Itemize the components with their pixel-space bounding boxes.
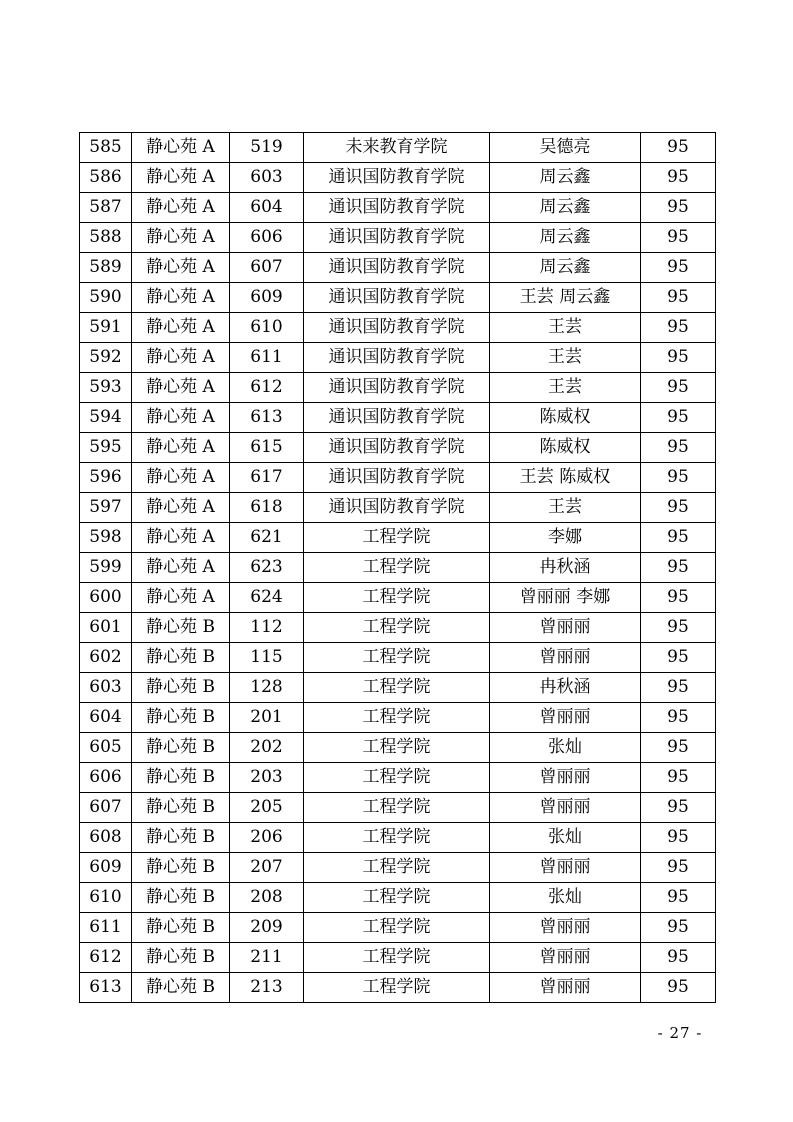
college-cell: 工程学院 — [304, 883, 490, 913]
table-row — [80, 823, 716, 853]
score-cell: 95 — [641, 763, 716, 793]
building-cell: 静心苑 A — [132, 553, 230, 583]
teacher-cell: 曾丽丽 — [490, 763, 641, 793]
college-cell: 工程学院 — [304, 973, 490, 1003]
room-cell: 606 — [230, 223, 304, 253]
score-cell: 95 — [641, 163, 716, 193]
score-cell: 95 — [641, 403, 716, 433]
room-cell: 519 — [230, 133, 304, 163]
table-row — [80, 313, 716, 343]
teacher-cell: 王芸 — [490, 493, 641, 523]
college-cell: 工程学院 — [304, 613, 490, 643]
college-cell: 工程学院 — [304, 703, 490, 733]
room-cell: 607 — [230, 253, 304, 283]
table-row — [80, 553, 716, 583]
room-cell: 207 — [230, 853, 304, 883]
table-row — [80, 583, 716, 613]
college-cell: 通识国防教育学院 — [304, 223, 490, 253]
row-number-cell: 605 — [80, 733, 132, 763]
college-cell: 通识国防教育学院 — [304, 433, 490, 463]
table-row — [80, 943, 716, 973]
room-cell: 203 — [230, 763, 304, 793]
score-cell: 95 — [641, 283, 716, 313]
table-row — [80, 373, 716, 403]
room-cell: 621 — [230, 523, 304, 553]
college-cell: 通识国防教育学院 — [304, 163, 490, 193]
teacher-cell: 周云鑫 — [490, 163, 641, 193]
room-cell: 624 — [230, 583, 304, 613]
table-row — [80, 163, 716, 193]
room-cell: 613 — [230, 403, 304, 433]
room-cell: 128 — [230, 673, 304, 703]
row-number-cell: 585 — [80, 133, 132, 163]
row-number-cell: 612 — [80, 943, 132, 973]
building-cell: 静心苑 A — [132, 463, 230, 493]
room-cell: 609 — [230, 283, 304, 313]
teacher-cell: 王芸 — [490, 373, 641, 403]
row-number-cell: 613 — [80, 973, 132, 1003]
building-cell: 静心苑 A — [132, 223, 230, 253]
college-cell: 通识国防教育学院 — [304, 463, 490, 493]
college-cell: 工程学院 — [304, 523, 490, 553]
row-number-cell: 601 — [80, 613, 132, 643]
room-cell: 617 — [230, 463, 304, 493]
building-cell: 静心苑 A — [132, 343, 230, 373]
teacher-cell: 王芸 — [490, 313, 641, 343]
row-number-cell: 599 — [80, 553, 132, 583]
building-cell: 静心苑 A — [132, 373, 230, 403]
row-number-cell: 600 — [80, 583, 132, 613]
building-cell: 静心苑 A — [132, 493, 230, 523]
teacher-cell: 吴德亮 — [490, 133, 641, 163]
table-row — [80, 343, 716, 373]
building-cell: 静心苑 A — [132, 193, 230, 223]
building-cell: 静心苑 B — [132, 823, 230, 853]
score-cell: 95 — [641, 133, 716, 163]
building-cell: 静心苑 A — [132, 283, 230, 313]
score-cell: 95 — [641, 373, 716, 403]
table-row — [80, 763, 716, 793]
teacher-cell: 曾丽丽 — [490, 793, 641, 823]
row-number-cell: 591 — [80, 313, 132, 343]
row-number-cell: 587 — [80, 193, 132, 223]
score-cell: 95 — [641, 523, 716, 553]
room-cell: 618 — [230, 493, 304, 523]
teacher-cell: 陈威权 — [490, 433, 641, 463]
table-row — [80, 643, 716, 673]
row-number-cell: 596 — [80, 463, 132, 493]
row-number-cell: 597 — [80, 493, 132, 523]
row-number-cell: 592 — [80, 343, 132, 373]
college-cell: 未来教育学院 — [304, 133, 490, 163]
building-cell: 静心苑 A — [132, 313, 230, 343]
table-row — [80, 463, 716, 493]
row-number-cell: 608 — [80, 823, 132, 853]
table-row — [80, 673, 716, 703]
room-cell: 603 — [230, 163, 304, 193]
room-cell: 612 — [230, 373, 304, 403]
college-cell: 通识国防教育学院 — [304, 373, 490, 403]
score-cell: 95 — [641, 313, 716, 343]
teacher-cell: 冉秋涵 — [490, 553, 641, 583]
teacher-cell: 曾丽丽 — [490, 943, 641, 973]
score-cell: 95 — [641, 583, 716, 613]
score-cell: 95 — [641, 253, 716, 283]
score-cell: 95 — [641, 463, 716, 493]
room-cell: 208 — [230, 883, 304, 913]
table-row — [80, 793, 716, 823]
row-number-cell: 602 — [80, 643, 132, 673]
score-cell: 95 — [641, 643, 716, 673]
building-cell: 静心苑 A — [132, 253, 230, 283]
room-cell: 610 — [230, 313, 304, 343]
teacher-cell: 张灿 — [490, 823, 641, 853]
building-cell: 静心苑 A — [132, 433, 230, 463]
building-cell: 静心苑 B — [132, 643, 230, 673]
college-cell: 通识国防教育学院 — [304, 343, 490, 373]
dormitory-score-table — [79, 132, 716, 1003]
score-cell: 95 — [641, 913, 716, 943]
score-cell: 95 — [641, 823, 716, 853]
room-cell: 206 — [230, 823, 304, 853]
score-cell: 95 — [641, 673, 716, 703]
table-row — [80, 523, 716, 553]
table-row — [80, 913, 716, 943]
building-cell: 静心苑 B — [132, 853, 230, 883]
table-row — [80, 703, 716, 733]
room-cell: 112 — [230, 613, 304, 643]
row-number-cell: 593 — [80, 373, 132, 403]
room-cell: 201 — [230, 703, 304, 733]
teacher-cell: 王芸 陈威权 — [490, 463, 641, 493]
table-row — [80, 613, 716, 643]
college-cell: 通识国防教育学院 — [304, 493, 490, 523]
college-cell: 通识国防教育学院 — [304, 403, 490, 433]
teacher-cell: 曾丽丽 — [490, 913, 641, 943]
room-cell: 205 — [230, 793, 304, 823]
building-cell: 静心苑 B — [132, 913, 230, 943]
building-cell: 静心苑 B — [132, 883, 230, 913]
teacher-cell: 周云鑫 — [490, 223, 641, 253]
teacher-cell: 张灿 — [490, 883, 641, 913]
teacher-cell: 王芸 — [490, 343, 641, 373]
table-row — [80, 883, 716, 913]
score-cell: 95 — [641, 943, 716, 973]
building-cell: 静心苑 A — [132, 523, 230, 553]
score-cell: 95 — [641, 493, 716, 523]
building-cell: 静心苑 B — [132, 763, 230, 793]
row-number-cell: 610 — [80, 883, 132, 913]
college-cell: 工程学院 — [304, 823, 490, 853]
score-cell: 95 — [641, 703, 716, 733]
college-cell: 通识国防教育学院 — [304, 193, 490, 223]
room-cell: 209 — [230, 913, 304, 943]
table-row — [80, 853, 716, 883]
teacher-cell: 曾丽丽 — [490, 973, 641, 1003]
teacher-cell: 张灿 — [490, 733, 641, 763]
building-cell: 静心苑 B — [132, 733, 230, 763]
college-cell: 工程学院 — [304, 853, 490, 883]
score-cell: 95 — [641, 733, 716, 763]
score-cell: 95 — [641, 793, 716, 823]
score-cell: 95 — [641, 343, 716, 373]
teacher-cell: 曾丽丽 — [490, 853, 641, 883]
college-cell: 通识国防教育学院 — [304, 283, 490, 313]
college-cell: 工程学院 — [304, 913, 490, 943]
table-row — [80, 193, 716, 223]
college-cell: 工程学院 — [304, 733, 490, 763]
room-cell: 211 — [230, 943, 304, 973]
room-cell: 615 — [230, 433, 304, 463]
college-cell: 工程学院 — [304, 943, 490, 973]
building-cell: 静心苑 B — [132, 943, 230, 973]
row-number-cell: 607 — [80, 793, 132, 823]
room-cell: 213 — [230, 973, 304, 1003]
college-cell: 工程学院 — [304, 763, 490, 793]
score-cell: 95 — [641, 853, 716, 883]
row-number-cell: 606 — [80, 763, 132, 793]
building-cell: 静心苑 A — [132, 583, 230, 613]
table-body — [80, 133, 716, 1003]
college-cell: 通识国防教育学院 — [304, 253, 490, 283]
row-number-cell: 586 — [80, 163, 132, 193]
row-number-cell: 594 — [80, 403, 132, 433]
room-cell: 202 — [230, 733, 304, 763]
table-row — [80, 973, 716, 1003]
college-cell: 工程学院 — [304, 583, 490, 613]
row-number-cell: 589 — [80, 253, 132, 283]
building-cell: 静心苑 B — [132, 673, 230, 703]
building-cell: 静心苑 B — [132, 973, 230, 1003]
row-number-cell: 595 — [80, 433, 132, 463]
table-row — [80, 433, 716, 463]
room-cell: 604 — [230, 193, 304, 223]
teacher-cell: 陈威权 — [490, 403, 641, 433]
score-cell: 95 — [641, 613, 716, 643]
table-row — [80, 733, 716, 763]
table-row — [80, 403, 716, 433]
teacher-cell: 周云鑫 — [490, 253, 641, 283]
page-number: - 27 - — [657, 1024, 703, 1042]
room-cell: 611 — [230, 343, 304, 373]
score-cell: 95 — [641, 883, 716, 913]
building-cell: 静心苑 B — [132, 793, 230, 823]
building-cell: 静心苑 A — [132, 163, 230, 193]
building-cell: 静心苑 A — [132, 403, 230, 433]
score-cell: 95 — [641, 223, 716, 253]
teacher-cell: 李娜 — [490, 523, 641, 553]
score-cell: 95 — [641, 553, 716, 583]
row-number-cell: 590 — [80, 283, 132, 313]
college-cell: 工程学院 — [304, 673, 490, 703]
score-cell: 95 — [641, 433, 716, 463]
table-row — [80, 223, 716, 253]
building-cell: 静心苑 B — [132, 703, 230, 733]
table-row — [80, 253, 716, 283]
teacher-cell: 曾丽丽 — [490, 703, 641, 733]
table-row — [80, 283, 716, 313]
college-cell: 通识国防教育学院 — [304, 313, 490, 343]
teacher-cell: 曾丽丽 李娜 — [490, 583, 641, 613]
row-number-cell: 598 — [80, 523, 132, 553]
teacher-cell: 曾丽丽 — [490, 613, 641, 643]
table-row — [80, 493, 716, 523]
building-cell: 静心苑 A — [132, 133, 230, 163]
teacher-cell: 冉秋涵 — [490, 673, 641, 703]
room-cell: 115 — [230, 643, 304, 673]
room-cell: 623 — [230, 553, 304, 583]
row-number-cell: 603 — [80, 673, 132, 703]
score-cell: 95 — [641, 973, 716, 1003]
college-cell: 工程学院 — [304, 553, 490, 583]
teacher-cell: 王芸 周云鑫 — [490, 283, 641, 313]
college-cell: 工程学院 — [304, 643, 490, 673]
score-cell: 95 — [641, 193, 716, 223]
college-cell: 工程学院 — [304, 793, 490, 823]
teacher-cell: 周云鑫 — [490, 193, 641, 223]
row-number-cell: 609 — [80, 853, 132, 883]
building-cell: 静心苑 B — [132, 613, 230, 643]
row-number-cell: 604 — [80, 703, 132, 733]
teacher-cell: 曾丽丽 — [490, 643, 641, 673]
table-row — [80, 133, 716, 163]
row-number-cell: 588 — [80, 223, 132, 253]
row-number-cell: 611 — [80, 913, 132, 943]
